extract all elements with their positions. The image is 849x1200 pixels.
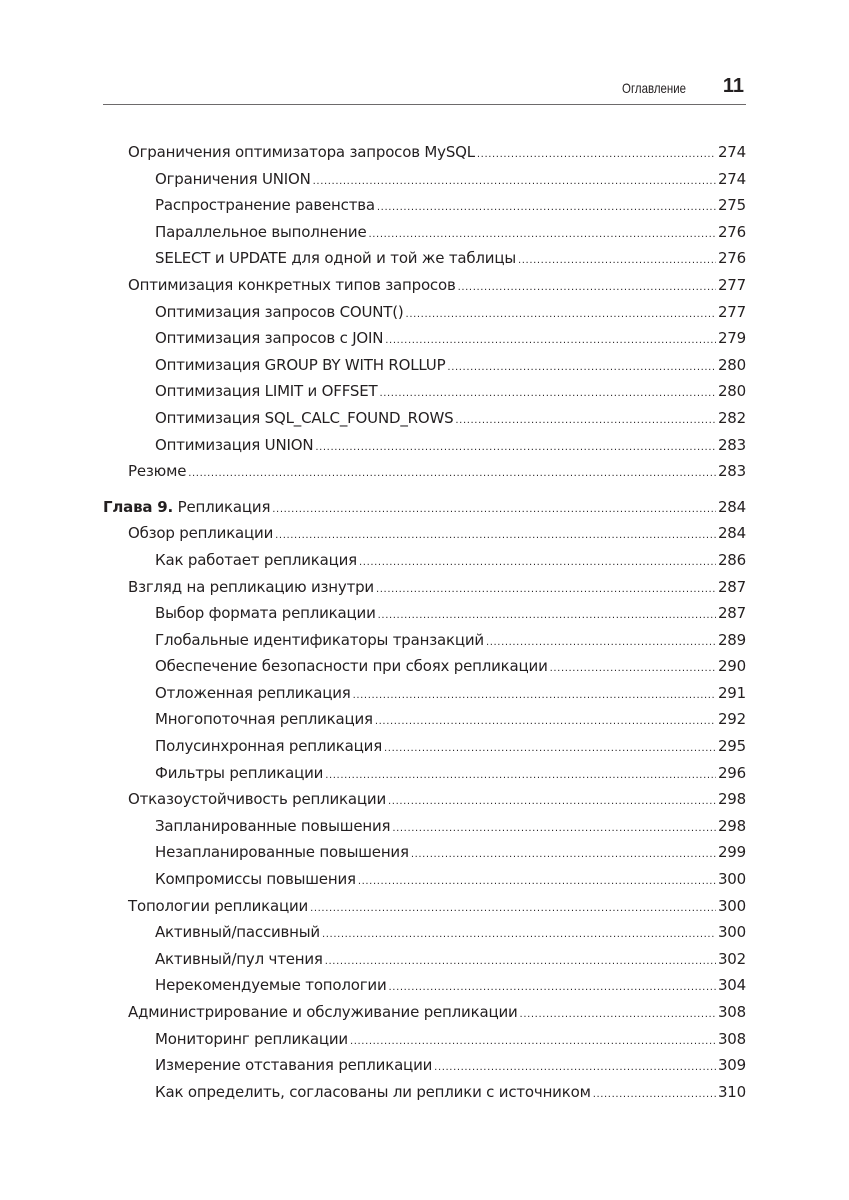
toc-entry-title — [155, 816, 390, 836]
toc-entry-text: Оптимизация запросов COUNT() — [155, 302, 404, 321]
toc-entry-title — [155, 869, 356, 889]
toc-entry-title — [155, 408, 453, 428]
running-header-section: Оглавление — [621, 80, 686, 96]
toc-subsection-entry — [103, 435, 746, 462]
toc-subsection-entry — [103, 869, 746, 896]
toc-section-entry — [103, 1002, 746, 1029]
toc-entry-text: Как определить, согласованы ли реплики с источником — [155, 1082, 591, 1101]
toc-subsection-entry — [103, 816, 746, 843]
toc-entry-page: 276 — [717, 249, 746, 268]
toc-entry-page: 284 — [717, 497, 746, 516]
toc-entry-title — [155, 683, 351, 703]
toc-entry-text: Оптимизация LIMIT и OFFSET — [155, 382, 378, 401]
dot-leader — [434, 1058, 716, 1078]
dot-leader — [486, 633, 716, 653]
toc-entry-text: Отложенная репликация — [155, 683, 351, 702]
page-number: 11 — [722, 75, 744, 97]
toc-subsection-entry — [103, 1055, 746, 1082]
toc-entry-title — [155, 603, 376, 623]
toc-entry-page: 287 — [717, 604, 746, 623]
toc-entry-page: 302 — [717, 949, 746, 968]
toc-entry-title — [155, 248, 516, 268]
toc-entry-title — [128, 275, 456, 295]
toc-entry-title — [155, 763, 323, 783]
toc-entry-title — [128, 1002, 518, 1022]
toc-entry-page: 289 — [717, 630, 746, 649]
toc-entry-text: Выбор формата репликации — [155, 604, 376, 623]
toc-subsection-entry — [103, 842, 746, 869]
toc-entry-page: 308 — [717, 1003, 746, 1021]
toc-section-entry — [103, 275, 746, 302]
toc-subsection-entry — [103, 408, 746, 435]
toc-entry-title — [155, 550, 357, 570]
toc-entry-page: 280 — [717, 382, 746, 401]
toc-section-entry — [103, 142, 746, 169]
toc-entry-text: Незапланированные повышения — [155, 843, 409, 862]
toc-entry-text: Многопоточная репликация — [155, 710, 373, 729]
toc-entry-title — [155, 842, 409, 862]
toc-entry-text: Отказоустойчивость репликации — [128, 790, 387, 809]
toc-subsection-entry — [103, 1082, 746, 1109]
toc-entry-title — [103, 497, 270, 517]
dot-leader — [350, 1032, 716, 1052]
toc-entry-page: 290 — [717, 657, 746, 676]
toc-entry-text: Активный/пул чтения — [155, 949, 323, 968]
toc-entry-title — [155, 355, 445, 375]
toc-entry-title — [128, 523, 273, 543]
toc-entry-title — [155, 195, 375, 215]
dot-leader — [411, 845, 716, 865]
dot-leader — [385, 331, 716, 351]
toc-subsection-entry — [103, 949, 746, 976]
toc-subsection-entry — [103, 683, 746, 710]
toc-subsection-entry — [103, 922, 746, 949]
toc-entry-page: 282 — [717, 408, 746, 427]
toc-subsection-entry — [103, 975, 746, 1002]
dot-leader — [376, 580, 716, 600]
toc-entry-page: 298 — [717, 790, 746, 809]
toc-entry-title — [128, 789, 386, 809]
toc-section-entry — [103, 789, 746, 816]
toc-entry-title — [155, 630, 484, 650]
toc-section-entry — [103, 577, 746, 604]
dot-leader — [313, 172, 716, 192]
dot-leader — [388, 792, 716, 812]
dot-leader — [593, 1085, 716, 1105]
toc-subsection-entry — [103, 763, 746, 790]
toc-entry-title — [155, 922, 320, 942]
toc-entry-title — [155, 1055, 432, 1075]
toc-chapter-entry — [103, 497, 746, 524]
toc-entry-page: 300 — [717, 923, 746, 942]
toc-subsection-entry — [103, 355, 746, 382]
toc-entry-title — [155, 709, 373, 729]
toc-entry-page: 277 — [717, 275, 746, 294]
toc-entry-page: 287 — [717, 577, 746, 596]
toc-subsection-entry — [103, 550, 746, 577]
toc-entry-text: Обеспечение безопасности при сбоях репликации — [155, 657, 548, 676]
toc-entry-page: 283 — [717, 435, 746, 454]
toc-entry-text: Запланированные повышения — [155, 816, 391, 835]
toc-subsection-entry — [103, 302, 746, 329]
toc-entry-title — [155, 656, 548, 676]
dot-leader — [458, 278, 716, 298]
toc-entry-page: 295 — [717, 737, 746, 756]
toc-subsection-entry — [103, 248, 746, 275]
toc-entry-text: Топологии репликации — [128, 896, 309, 915]
toc-subsection-entry — [103, 656, 746, 683]
dot-leader — [325, 952, 716, 972]
toc-entry-text: Мониторинг репликации — [155, 1029, 348, 1048]
toc-entry-title — [155, 1082, 591, 1102]
toc-entry-title — [128, 577, 374, 597]
toc-entry-page: 300 — [717, 870, 746, 889]
toc-entry-text: Взгляд на репликацию изнутри — [128, 577, 374, 596]
toc-subsection-entry — [103, 630, 746, 657]
toc-entry-title — [128, 142, 475, 162]
toc-entry-page: 274 — [717, 143, 746, 161]
toc-subsection-entry — [103, 709, 746, 736]
toc-entry-text: Оптимизация SQL_CALC_FOUND_ROWS — [155, 408, 454, 427]
dot-leader — [315, 438, 716, 458]
toc-subsection-entry — [103, 603, 746, 630]
toc-entry-title — [155, 435, 313, 455]
toc-entry-text: Нерекомендуемые топологии — [155, 976, 387, 995]
toc-entry-title — [155, 975, 387, 995]
dot-leader — [518, 251, 716, 271]
toc-entry-text: Измерение отставания репликации — [155, 1056, 433, 1075]
toc-section-entry — [103, 896, 746, 923]
dot-leader — [392, 819, 716, 839]
toc-subsection-entry — [103, 169, 746, 196]
toc-entry-title — [155, 328, 383, 348]
toc-entry-page: 304 — [717, 976, 746, 995]
dot-leader — [379, 384, 716, 404]
toc-entry-title — [155, 949, 323, 969]
toc-entry-page: 296 — [717, 763, 746, 782]
dot-leader — [384, 739, 716, 759]
table-of-contents — [103, 142, 746, 1108]
toc-entry-title — [155, 1029, 348, 1049]
toc-entry-text: Оптимизация конкретных типов запросов — [128, 275, 456, 294]
toc-entry-title — [155, 222, 366, 242]
toc-section-entry — [103, 461, 746, 488]
toc-entry-page: 280 — [717, 355, 746, 374]
dot-leader — [520, 1005, 716, 1025]
toc-entry-page: 299 — [717, 843, 746, 862]
dot-leader — [455, 411, 716, 431]
toc-entry-text: SELECT и UPDATE для одной и той же таблицы — [155, 249, 516, 268]
dot-leader — [550, 659, 716, 679]
toc-entry-page: 284 — [717, 524, 746, 543]
toc-subsection-entry — [103, 328, 746, 355]
toc-entry-page: 276 — [717, 222, 746, 241]
toc-entry-page: 286 — [717, 550, 746, 569]
toc-entry-text: Компромиссы повышения — [155, 870, 356, 889]
toc-entry-text: Как работает репликация — [155, 550, 358, 569]
toc-entry-text: Оптимизация GROUP BY WITH ROLLUP — [155, 355, 446, 374]
toc-entry-page: 274 — [717, 169, 746, 188]
dot-leader — [389, 978, 716, 998]
dot-leader — [188, 464, 716, 484]
toc-entry-text: Ограничения UNION — [155, 169, 311, 188]
dot-leader — [322, 925, 716, 945]
toc-entry-page: 308 — [717, 1029, 746, 1048]
running-header — [103, 76, 746, 105]
toc-entry-text: Ограничения оптимизатора запросов MySQL — [128, 143, 475, 161]
toc-entry-title — [128, 461, 186, 481]
dot-leader — [353, 686, 716, 706]
dot-leader — [477, 145, 716, 165]
dot-leader — [275, 526, 716, 546]
toc-entry-text: Репликация — [177, 497, 271, 516]
dot-leader — [359, 553, 716, 573]
toc-subsection-entry — [103, 1029, 746, 1056]
dot-leader — [368, 225, 715, 245]
toc-subsection-entry — [103, 736, 746, 763]
toc-entry-text: Параллельное выполнение — [155, 222, 367, 241]
toc-entry-text: Фильтры репликации — [155, 763, 324, 782]
dot-leader — [310, 899, 716, 919]
toc-entry-title — [155, 169, 311, 189]
toc-entry-page: 298 — [717, 816, 746, 835]
dot-leader — [325, 766, 716, 786]
toc-entry-page: 283 — [717, 462, 746, 481]
toc-entry-title — [155, 381, 377, 401]
toc-subsection-entry — [103, 195, 746, 222]
toc-entry-text: Оптимизация запросов с JOIN — [155, 329, 384, 348]
toc-entry-text: Администрирование и обслуживание репликации — [128, 1003, 518, 1021]
dot-leader — [375, 712, 716, 732]
toc-entry-text: Резюме — [128, 462, 187, 481]
toc-subsection-entry — [103, 222, 746, 249]
dot-leader — [272, 500, 716, 520]
toc-entry-text: Глобальные идентификаторы транзакций — [155, 630, 484, 649]
toc-entry-text: Обзор репликации — [128, 524, 274, 543]
toc-entry-page: 309 — [717, 1056, 746, 1075]
toc-entry-page: 291 — [717, 683, 746, 702]
toc-entry-page: 275 — [717, 196, 746, 215]
chapter-label: Глава 9. — [103, 497, 174, 516]
toc-entry-title — [155, 302, 404, 322]
toc-section-entry — [103, 523, 746, 550]
toc-entry-page: 292 — [717, 710, 746, 729]
toc-entry-page: 310 — [717, 1082, 746, 1101]
toc-subsection-entry — [103, 381, 746, 408]
toc-entry-text: Полусинхронная репликация — [155, 737, 383, 756]
dot-leader — [378, 606, 716, 626]
toc-entry-page: 277 — [717, 302, 746, 321]
dot-leader — [358, 872, 716, 892]
dot-leader — [377, 198, 716, 218]
dot-leader — [447, 358, 716, 378]
toc-entry-text: Активный/пассивный — [155, 923, 320, 942]
toc-entry-text: Оптимизация UNION — [155, 435, 314, 454]
dot-leader — [406, 305, 716, 325]
toc-entry-title — [155, 736, 382, 756]
toc-entry-page: 300 — [717, 896, 746, 915]
toc-entry-title — [128, 896, 308, 916]
toc-entry-text: Распространение равенства — [155, 196, 375, 215]
toc-entry-page: 279 — [717, 329, 746, 348]
